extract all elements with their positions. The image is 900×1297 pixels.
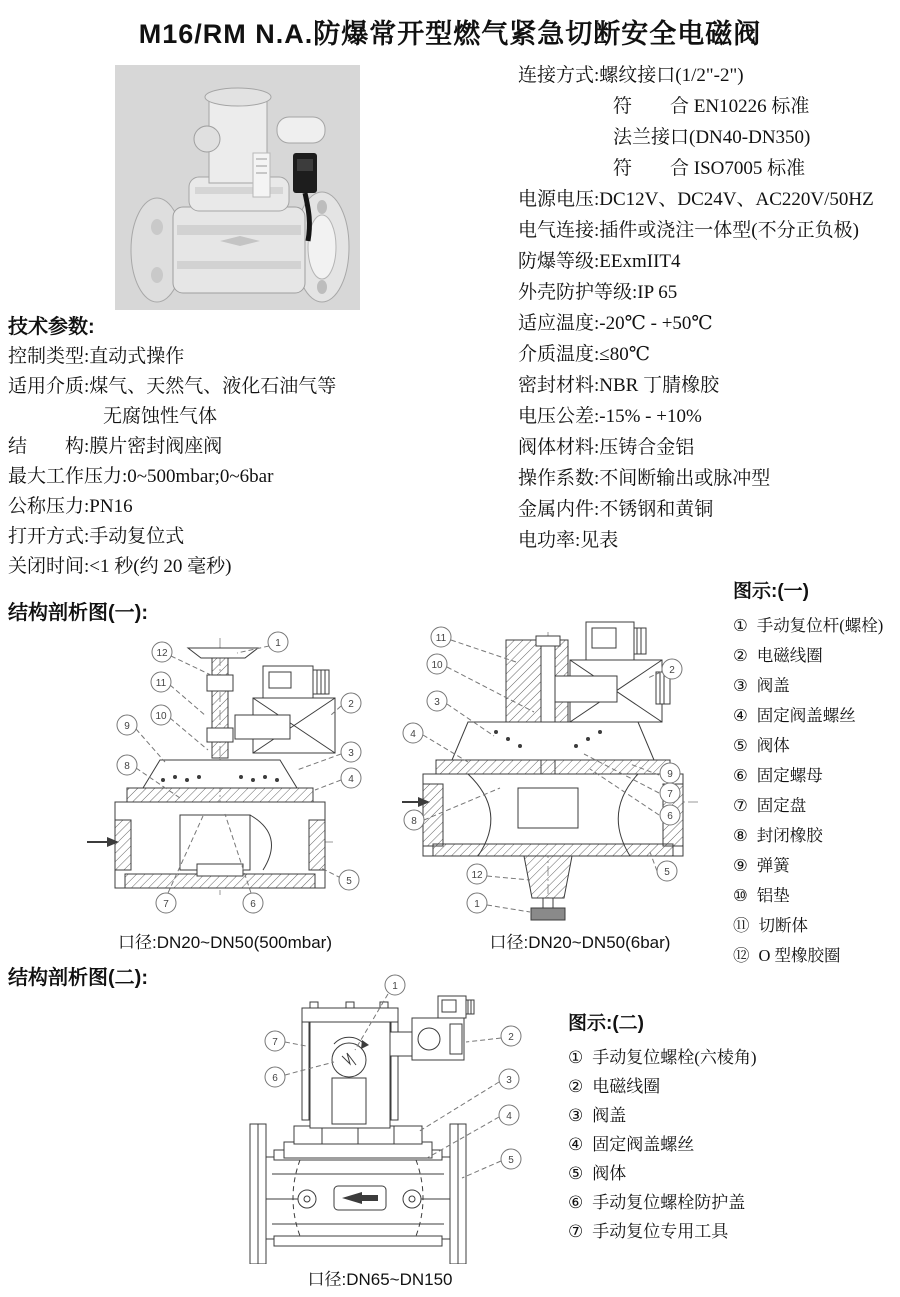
legend-item-number: ③: [568, 1106, 584, 1125]
svg-text:4: 4: [506, 1111, 512, 1122]
callout-10: [151, 705, 171, 725]
spec-line-text: 阀体材料:压铸合金铝: [518, 437, 695, 458]
shutoff-piece: [180, 815, 250, 870]
spec-line: [518, 60, 898, 91]
spec-line-text: 公称压力:PN16: [8, 496, 133, 517]
spec-line: [518, 153, 898, 184]
connection-specs-column: [518, 60, 898, 556]
legend-item-label: 切断体: [758, 916, 808, 935]
callout-12: [467, 864, 487, 884]
callout-9: [660, 763, 680, 783]
cutaway-diagram-1: [85, 620, 395, 925]
svg-text:8: 8: [411, 816, 417, 827]
page-title: M16/RM N.A.防爆常开型燃气紧急切断安全电磁阀: [138, 19, 762, 49]
svg-text:2: 2: [669, 665, 675, 676]
legend-item-number: ②: [568, 1077, 584, 1096]
section2-heading: 结构剖析图(二):: [8, 967, 148, 989]
callout-11: [151, 672, 171, 692]
svg-text:2: 2: [348, 699, 354, 710]
callout-10: [427, 654, 447, 674]
stem: [212, 658, 228, 758]
legend-item-number: ⑪: [733, 916, 750, 935]
legend-2-heading: 图示:(二): [568, 1013, 644, 1034]
legend-item: [733, 671, 898, 701]
spec-line-text: 关闭时间:<1 秒(约 20 毫秒): [8, 556, 232, 577]
svg-text:1: 1: [275, 638, 281, 649]
legend-item: [733, 881, 898, 911]
spec-line-text: 电压公差:-15% - +10%: [518, 406, 702, 427]
legend-item: [733, 761, 898, 791]
spec-line-text: 适用介质:煤气、天然气、液化石油气等: [8, 376, 337, 397]
legend-item-label: 封闭橡胶: [756, 826, 823, 845]
spec-line: [8, 522, 513, 552]
spec-line-text: 密封材料:NBR 丁腈橡胶: [518, 375, 720, 396]
svg-text:7: 7: [272, 1037, 278, 1048]
manual-reset-lever: [188, 648, 258, 658]
spec-line: [518, 91, 898, 122]
callout-5: [657, 861, 677, 881]
legend-item: [568, 1159, 808, 1188]
spec-line: [518, 308, 898, 339]
diagram3-caption: 口径:DN65~DN150: [307, 1270, 453, 1289]
callout-7: [265, 1031, 285, 1051]
legend-item-label: 铝垫: [756, 886, 790, 905]
svg-text:10: 10: [155, 711, 167, 722]
svg-text:3: 3: [348, 748, 354, 759]
legend-item-number: ⑦: [568, 1222, 584, 1241]
legend-item-label: 手动复位螺栓防护盖: [592, 1193, 746, 1212]
legend-item-label: 阀体: [592, 1164, 627, 1183]
callout-3: [427, 691, 447, 711]
legend-item: [733, 731, 898, 761]
svg-text:12: 12: [156, 648, 168, 659]
legend-item-label: 手动复位杆(螺栓): [756, 616, 884, 635]
spec-line: [8, 462, 513, 492]
spec-line-text: 介质温度:≤80℃: [518, 344, 650, 365]
spec-line-text: 无腐蚀性气体: [103, 406, 218, 427]
callout-11: [431, 627, 451, 647]
svg-text:7: 7: [163, 899, 169, 910]
spec-line-text: 适应温度:-20℃ - +50℃: [518, 313, 713, 334]
legend-item-label: 电磁线圈: [756, 646, 823, 665]
spec-line-text: 最大工作压力:0~500mbar;0~6bar: [8, 466, 274, 487]
legend-item: [733, 791, 898, 821]
callout-4: [499, 1105, 519, 1125]
legend-item-number: ⑩: [733, 886, 748, 905]
legend-item-label: 固定阀盖螺丝: [756, 706, 856, 725]
legend-item: [733, 701, 898, 731]
legend-1-items: [733, 611, 898, 971]
legend-item-number: ①: [733, 616, 748, 635]
tech-params-lines: [8, 342, 513, 582]
reset-nut: [531, 908, 565, 920]
spec-line: [518, 122, 898, 153]
legend-item-label: 阀盖: [756, 676, 790, 695]
legend-item-label: 弹簧: [756, 856, 790, 875]
legend-item: [733, 911, 898, 941]
callout-1: [467, 893, 487, 913]
cutaway-diagram-2: [398, 612, 718, 924]
callout-1: [385, 975, 405, 995]
spec-line-text: 符 合 ISO7005 标准: [613, 158, 806, 179]
legend-item-number: ⑥: [733, 766, 748, 785]
callout-4: [403, 723, 423, 743]
callout-3: [499, 1069, 519, 1089]
gland: [524, 856, 572, 898]
legend-item: [733, 941, 898, 971]
legend-1: [733, 576, 898, 971]
product-photo-art: [115, 65, 360, 310]
legend-item: [733, 851, 898, 881]
spec-line: [518, 277, 898, 308]
legend-item: [733, 821, 898, 851]
svg-text:4: 4: [410, 729, 416, 740]
spec-line: [8, 432, 513, 462]
svg-text:11: 11: [435, 633, 447, 644]
svg-text:9: 9: [124, 721, 130, 732]
callout-6: [243, 893, 263, 913]
label: [253, 153, 270, 197]
callout-1: [268, 632, 288, 652]
callout-8: [117, 755, 137, 775]
spec-line: [8, 552, 513, 582]
callout-4: [341, 768, 361, 788]
legend-item: [733, 641, 898, 671]
svg-text:2: 2: [508, 1032, 514, 1043]
legend-item: [568, 1130, 808, 1159]
legend-item: [733, 611, 898, 641]
spec-line: [518, 370, 898, 401]
legend-item: [568, 1188, 808, 1217]
spec-line-text: 连接方式:螺纹接口(1/2"-2"): [518, 65, 744, 86]
side-rod-left: [302, 1022, 309, 1120]
spec-line-text: 控制类型:直动式操作: [8, 346, 185, 367]
spec-line-text: 金属内件:不锈钢和黄铜: [518, 499, 714, 520]
spec-line-text: 外壳防护等级:IP 65: [518, 282, 678, 303]
callout-7: [156, 893, 176, 913]
spec-line-text: 法兰接口(DN40-DN350): [613, 127, 811, 148]
diagram2-caption: 口径:DN20~DN50(6bar): [489, 933, 671, 952]
legend-2-items: [568, 1043, 808, 1246]
legend-item-number: ①: [568, 1048, 584, 1067]
callout-2: [501, 1026, 521, 1046]
section1-heading: 结构剖析图(一):: [8, 602, 148, 624]
legend-item-number: ⑦: [733, 796, 748, 815]
callout-12: [152, 642, 172, 662]
svg-text:7: 7: [667, 789, 673, 800]
svg-text:6: 6: [250, 899, 256, 910]
legend-item-number: ⑤: [733, 736, 748, 755]
legend-item-number: ⑤: [568, 1164, 584, 1183]
diagram1-caption: 口径:DN20~DN50(500mbar): [118, 933, 332, 952]
spec-line: [518, 339, 898, 370]
legend-item-number: ②: [733, 646, 748, 665]
spec-line: [8, 492, 513, 522]
legend-2: [568, 1008, 808, 1246]
spec-line-text: 电气连接:插件或浇注一体型(不分正负极): [518, 220, 859, 241]
svg-text:3: 3: [506, 1075, 512, 1086]
callout-6: [660, 805, 680, 825]
spec-line: [8, 372, 513, 402]
svg-text:5: 5: [346, 876, 352, 887]
spec-line: [518, 463, 898, 494]
callout-5: [501, 1149, 521, 1169]
legend-item: [568, 1043, 808, 1072]
spec-line-text: 防爆等级:EExmIIT4: [518, 251, 681, 272]
side-knob: [194, 126, 220, 152]
callout-2: [662, 659, 682, 679]
spec-line-text: 操作系数:不间断输出或脉冲型: [518, 468, 771, 489]
legend-item-label: 手动复位专用工具: [592, 1222, 729, 1241]
svg-text:4: 4: [348, 774, 354, 785]
callout-6: [265, 1067, 285, 1087]
connection-specs-lines: [518, 60, 898, 556]
legend-item-label: 固定盘: [756, 796, 807, 815]
cover-flange: [127, 788, 313, 802]
product-photo: [115, 65, 360, 310]
tech-params-heading: 技术参数:: [8, 316, 95, 338]
svg-text:11: 11: [155, 678, 167, 689]
svg-text:1: 1: [392, 981, 398, 992]
pilot-cylinder: [277, 117, 325, 143]
legend-item-number: ③: [733, 676, 748, 695]
external-diagram: [222, 972, 552, 1264]
legend-item: [568, 1101, 808, 1130]
legend-item-number: ④: [733, 706, 748, 725]
cover-flange: [436, 760, 670, 774]
callout-5: [339, 870, 359, 890]
svg-text:3: 3: [434, 697, 440, 708]
legend-item-number: ⑫: [733, 946, 750, 965]
spec-line: [518, 184, 898, 215]
legend-item-number: ⑧: [733, 826, 748, 845]
svg-text:5: 5: [664, 867, 670, 878]
callout-9: [117, 715, 137, 735]
legend-1-heading: 图示:(一): [733, 581, 809, 602]
callout-8: [404, 810, 424, 830]
spec-line-text: 打开方式:手动复位式: [8, 526, 185, 547]
spec-line: [518, 525, 898, 556]
legend-item-label: 电磁线圈: [592, 1077, 661, 1096]
svg-text:6: 6: [667, 811, 673, 822]
valve-cover: [143, 760, 297, 788]
legend-item-number: ⑨: [733, 856, 748, 875]
spec-line-text: 符 合 EN10226 标准: [613, 96, 810, 117]
svg-text:9: 9: [667, 769, 673, 780]
legend-item-label: 手动复位螺栓(六棱角): [592, 1048, 757, 1067]
svg-text:12: 12: [471, 870, 483, 881]
spec-line-text: 结 构:膜片密封阀座阀: [8, 436, 223, 457]
legend-item-label: 固定阀盖螺丝: [592, 1135, 695, 1154]
legend-item-number: ⑥: [568, 1193, 584, 1212]
spec-line: [518, 401, 898, 432]
tech-params-column: [8, 312, 513, 582]
spec-line: [8, 342, 513, 372]
svg-text:8: 8: [124, 761, 130, 772]
legend-item-label: O 型橡胶圈: [758, 946, 841, 965]
spec-line: [518, 432, 898, 463]
legend-item-number: ④: [568, 1135, 584, 1154]
valve-body: [173, 207, 305, 293]
spec-line-text: 电源电压:DC12V、DC24V、AC220V/50HZ: [518, 189, 874, 210]
legend-item: [568, 1072, 808, 1101]
spec-line: [518, 494, 898, 525]
spec-line: [518, 215, 898, 246]
legend-item-label: 阀盖: [592, 1106, 627, 1125]
spec-line: [8, 402, 513, 432]
svg-text:5: 5: [508, 1155, 514, 1166]
spec-line: [518, 246, 898, 277]
spec-line-text: 电功率:见表: [518, 530, 619, 551]
legend-item-label: 固定螺母: [756, 766, 823, 785]
callout-7: [660, 783, 680, 803]
legend-item: [568, 1217, 808, 1246]
legend-item-label: 阀体: [756, 736, 790, 755]
callout-3: [341, 742, 361, 762]
svg-text:6: 6: [272, 1073, 278, 1084]
svg-text:10: 10: [431, 660, 443, 671]
callout-2: [341, 693, 361, 713]
svg-text:1: 1: [474, 899, 480, 910]
